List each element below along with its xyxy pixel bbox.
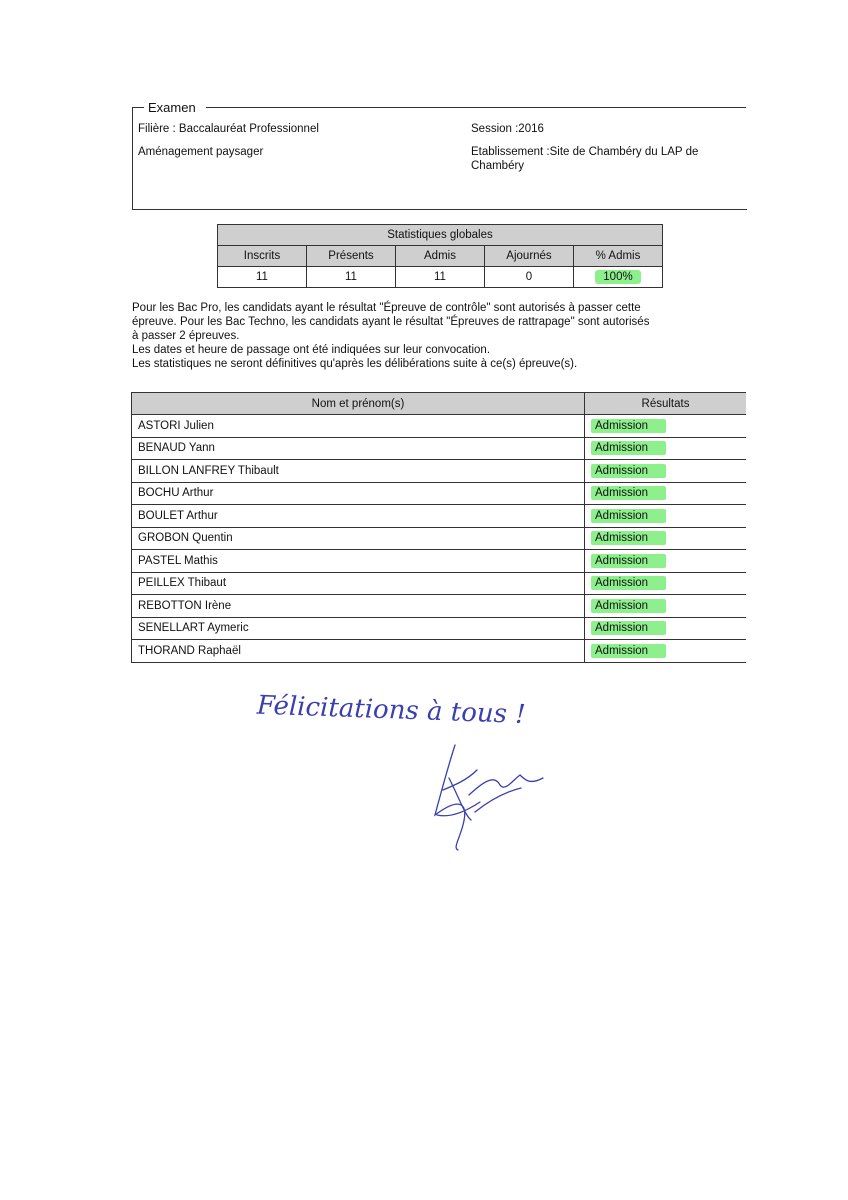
note-block xyxy=(132,301,652,371)
table-row xyxy=(132,550,747,573)
filiere-label: Filière : Baccalauréat Professionnel xyxy=(138,123,319,135)
result-cell xyxy=(585,572,747,595)
stats-header: % Admis xyxy=(574,246,663,267)
table-row xyxy=(132,527,747,550)
stats-value: 11 xyxy=(218,267,307,288)
stats-value-cell xyxy=(574,267,663,288)
table-row xyxy=(132,415,747,438)
results-table xyxy=(131,392,746,663)
table-row xyxy=(132,572,747,595)
stats-percent-admis: 100% xyxy=(595,270,640,284)
result-cell xyxy=(585,617,747,640)
stats-value: 0 xyxy=(485,267,574,288)
student-name: BILLON LANFREY Thibault xyxy=(132,460,585,483)
results-header-name: Nom et prénom(s) xyxy=(132,393,585,415)
session-label: Session :2016 xyxy=(471,123,544,135)
result-cell xyxy=(585,595,747,618)
examen-frame-top-right xyxy=(206,107,746,108)
student-name: GROBON Quentin xyxy=(132,527,585,550)
result-value: Admission xyxy=(591,486,666,500)
result-cell xyxy=(585,550,747,573)
stats-value: 11 xyxy=(307,267,396,288)
handwritten-message xyxy=(255,675,530,730)
table-row xyxy=(132,437,747,460)
result-value: Admission xyxy=(591,441,666,455)
result-value: Admission xyxy=(591,644,666,658)
result-value: Admission xyxy=(591,554,666,568)
result-value: Admission xyxy=(591,509,666,523)
table-row xyxy=(132,505,747,528)
result-cell xyxy=(585,482,747,505)
results-body xyxy=(132,415,747,663)
stats-header: Présents xyxy=(307,246,396,267)
result-value: Admission xyxy=(591,576,666,590)
student-name: REBOTTON Irène xyxy=(132,595,585,618)
stats-header: Ajournés xyxy=(485,246,574,267)
student-name: SENELLART Aymeric xyxy=(132,617,585,640)
examen-legend: Examen xyxy=(148,100,196,115)
result-cell xyxy=(585,527,747,550)
student-name: PASTEL Mathis xyxy=(132,550,585,573)
table-row xyxy=(132,617,747,640)
stats-title: Statistiques globales xyxy=(218,225,663,246)
table-row xyxy=(132,482,747,505)
stats-value: 11 xyxy=(396,267,485,288)
result-cell xyxy=(585,640,747,663)
result-value: Admission xyxy=(591,531,666,545)
student-name: THORAND Raphaël xyxy=(132,640,585,663)
student-name: BENAUD Yann xyxy=(132,437,585,460)
table-row xyxy=(132,640,747,663)
note-line: Les statistiques ne seront définitives qu'après les délibérations suite à ce(s) épreuve(s). xyxy=(132,358,578,370)
result-value: Admission xyxy=(591,419,666,433)
result-cell xyxy=(585,460,747,483)
result-cell xyxy=(585,505,747,528)
result-cell xyxy=(585,415,747,438)
table-row xyxy=(132,460,747,483)
student-name: BOCHU Arthur xyxy=(132,482,585,505)
student-name: BOULET Arthur xyxy=(132,505,585,528)
note-line: Pour les Bac Pro, les candidats ayant le résultat "Épreuve de contrôle" sont autorisés à passer cette épreuve. Pour les Bac Techno, les candidats ayant le résultat "Épreuves de rattrapage" sont autorisés à passer 2 épreuves. xyxy=(132,302,650,342)
student-name: ASTORI Julien xyxy=(132,415,585,438)
note-line: Les dates et heure de passage ont été indiquées sur leur convocation. xyxy=(132,344,491,356)
results-header-result: Résultats xyxy=(585,393,747,415)
handwritten-message-text: Félicitations à tous ! xyxy=(256,690,527,730)
result-value: Admission xyxy=(591,621,666,635)
specialite-label: Aménagement paysager xyxy=(138,146,264,158)
result-value: Admission xyxy=(591,464,666,478)
signature xyxy=(425,740,555,855)
examen-frame-top-left xyxy=(132,107,144,108)
etablissement-label: Etablissement :Site de Chambéry du LAP de Chambéry xyxy=(471,146,699,172)
student-name: PEILLEX Thibaut xyxy=(132,572,585,595)
stats-table xyxy=(217,224,663,288)
result-value: Admission xyxy=(591,599,666,613)
table-row xyxy=(132,595,747,618)
stats-header: Admis xyxy=(396,246,485,267)
result-cell xyxy=(585,437,747,460)
stats-header: Inscrits xyxy=(218,246,307,267)
